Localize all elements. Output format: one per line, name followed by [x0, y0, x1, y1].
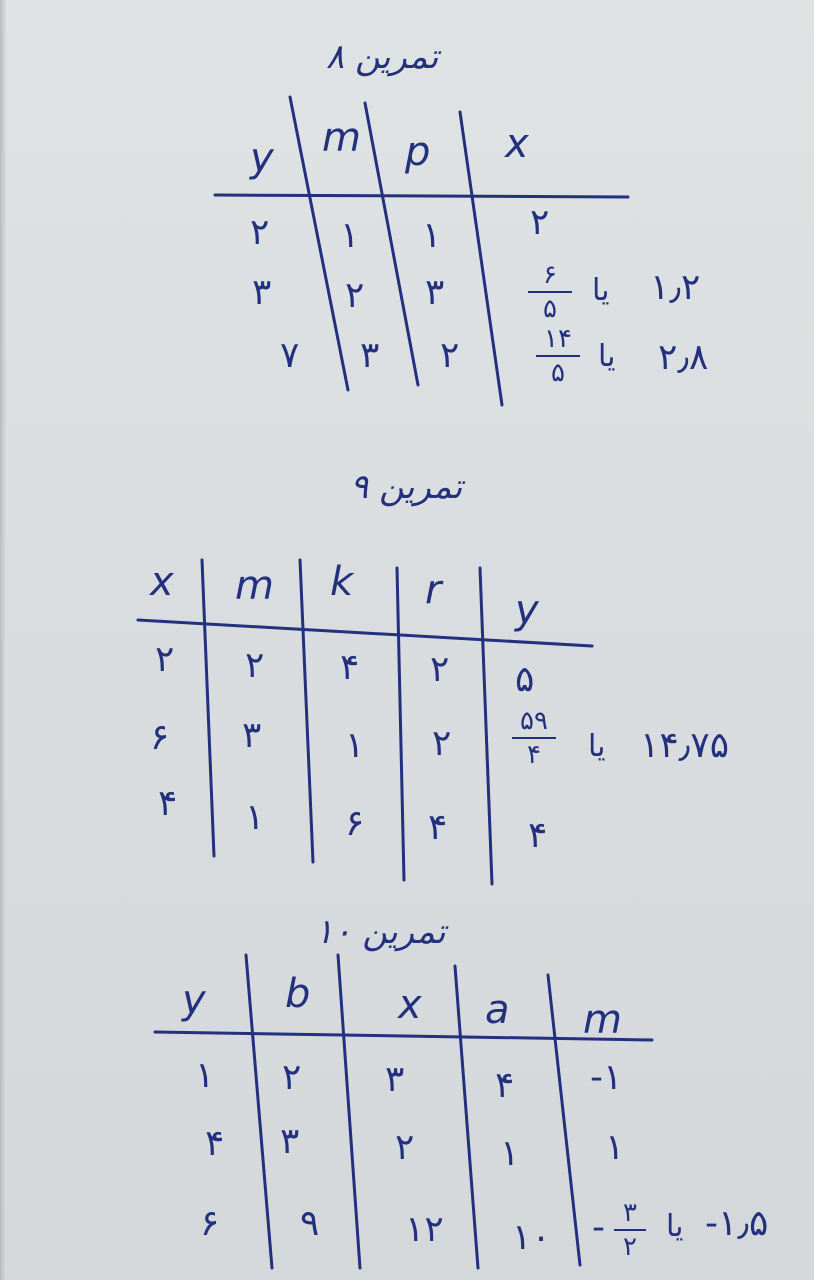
fraction-bar [512, 737, 556, 739]
ex8-r2-x-fraction [528, 262, 572, 322]
ex9-r2-m: ۳ [242, 715, 262, 756]
ex10-r2-a: ۱ [500, 1133, 520, 1174]
ex9-col-divider-4 [480, 568, 492, 884]
ex10-header-y: y [182, 977, 206, 1023]
ex8-r2-m: ۲ [345, 275, 365, 316]
ex9-col-divider-2 [300, 560, 313, 862]
ex9-r3-m: ۱ [245, 797, 265, 838]
ex10-r3-m-sign: - [592, 1207, 605, 1248]
ex8-col-divider-3 [460, 112, 502, 405]
ex8-title: تمرین ۸ [326, 37, 439, 77]
ex9-r3-k: ۶ [345, 803, 365, 844]
ex8-r3-x-den: ۵ [551, 358, 565, 388]
ex8-r3-x-fraction [536, 326, 580, 386]
ex8-r3-x-num: ۱۴ [544, 324, 572, 354]
ex8-r3-y: ۷ [280, 335, 300, 376]
ex10-r3-x: ۱۲ [405, 1209, 444, 1250]
ex9-r2-y-num: ۵۹ [520, 706, 548, 736]
ex8-r2-y: ۳ [252, 272, 272, 313]
ex9-r2-x: ۶ [150, 717, 170, 758]
ex10-r2-m: ۱ [605, 1127, 625, 1168]
ex8-r2-p: ۳ [425, 272, 445, 313]
ex9-title: تمرین ۹ [350, 467, 463, 507]
ex10-header-m: m [583, 997, 622, 1043]
ex10-r2-y: ۴ [205, 1123, 225, 1164]
ex9-r2-y-den: ۴ [527, 740, 541, 770]
ex10-header-a: a [485, 987, 510, 1033]
ex10-header-b: b [285, 971, 311, 1017]
ex10-r3-m-den: ۲ [623, 1232, 637, 1262]
ex9-r3-r: ۴ [428, 807, 448, 848]
ex10-r1-m: -۱ [590, 1057, 623, 1098]
ex9-r2-or: یا [588, 729, 606, 764]
ex10-r3-m-num: ۳ [623, 1198, 637, 1228]
ex8-r1-p: ۱ [422, 215, 442, 256]
ex8-r3-p: ۲ [440, 335, 460, 376]
ex9-r2-r: ۲ [432, 723, 452, 764]
ex8-header-y: y [250, 135, 274, 181]
fraction-bar [614, 1229, 646, 1231]
ex10-r1-b: ۲ [282, 1057, 302, 1098]
ex10-col-divider-1 [246, 955, 272, 1268]
ex9-header-m: m [235, 563, 274, 609]
ex8-header-p: p [405, 129, 431, 175]
ex8-r1-m: ۱ [340, 215, 360, 256]
ex9-header-y: y [515, 587, 539, 633]
ex10-r1-a: ۴ [495, 1065, 515, 1106]
fraction-bar [536, 355, 580, 357]
ex8-header-rule [215, 195, 628, 197]
ex8-r3-m: ۳ [360, 335, 380, 376]
ex9-header-r: r [425, 567, 442, 613]
ex8-r1-y: ۲ [250, 212, 270, 253]
ex10-r3-decimal: -۱٫۵ [705, 1203, 769, 1244]
ex8-r1-x: ۲ [530, 202, 550, 243]
ex10-r3-y: ۶ [200, 1203, 220, 1244]
ex9-r2-y-fraction [512, 708, 556, 768]
ex9-r1-x: ۲ [155, 639, 175, 680]
ex8-header-x: x [505, 121, 529, 167]
ex9-col-divider-1 [202, 560, 214, 856]
ex10-r1-x: ۳ [385, 1059, 405, 1100]
ex10-r2-b: ۳ [280, 1121, 300, 1162]
ex9-r1-r: ۲ [430, 649, 450, 690]
ex8-r2-or: یا [592, 273, 610, 308]
ex10-title: تمرین ۱۰ [315, 912, 446, 952]
ex9-header-x: x [150, 559, 174, 605]
ex9-col-divider-3 [397, 568, 404, 880]
ex8-r2-x-den: ۵ [543, 294, 557, 324]
ex10-r1-y: ۱ [195, 1055, 215, 1096]
fraction-bar [528, 291, 572, 293]
ex8-r2-decimal: ۱٫۲ [650, 267, 701, 308]
ex9-r1-y: ۵ [515, 659, 535, 700]
ex9-r3-x: ۴ [158, 783, 178, 824]
ex10-r3-m-fraction [614, 1200, 646, 1260]
ex10-r3-b: ۹ [300, 1203, 320, 1244]
ex10-r2-x: ۲ [395, 1127, 415, 1168]
ex8-r2-x-num: ۶ [543, 260, 557, 290]
ex10-header-rule [155, 1032, 652, 1040]
ex9-header-k: k [330, 559, 354, 605]
ex10-col-divider-4 [548, 975, 580, 1265]
ex10-col-divider-3 [455, 966, 478, 1268]
ex9-r1-m: ۲ [245, 645, 265, 686]
ex9-r2-k: ۱ [345, 725, 365, 766]
ex9-r3-y: ۴ [528, 815, 548, 856]
ex8-r3-decimal: ۲٫۸ [658, 337, 709, 378]
ex10-header-x: x [398, 982, 422, 1028]
ex9-r2-decimal: ۱۴٫۷۵ [640, 725, 730, 766]
ex10-r3-or: یا [666, 1209, 684, 1244]
ex10-col-divider-2 [338, 955, 360, 1268]
ex9-r1-k: ۴ [340, 647, 360, 688]
ex8-r3-or: یا [598, 339, 616, 374]
ex8-header-m: m [322, 115, 361, 161]
ex10-r3-a: ۱۰ [512, 1217, 551, 1258]
